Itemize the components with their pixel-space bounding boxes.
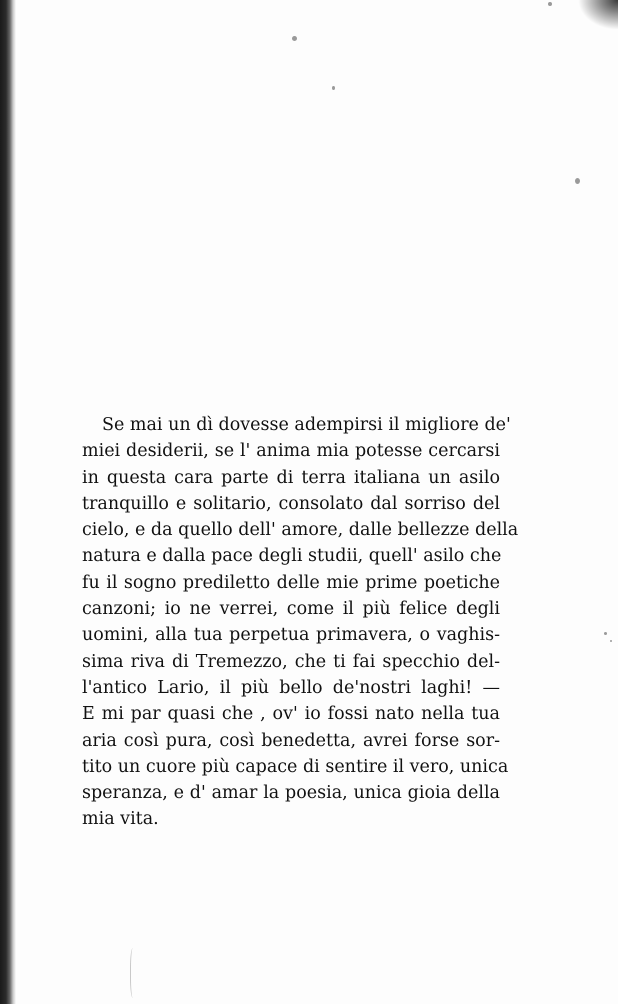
paragraph-line: tranquillo e solitario, consolato dal sorriso del	[82, 493, 500, 514]
paragraph-line: aria così pura, così benedetta, avrei forse sor-	[82, 730, 500, 751]
paragraph-line: Se mai un dì dovesse adempirsi il migliore de'	[102, 415, 511, 435]
paper-mark	[130, 948, 137, 998]
paragraph-line: mia vita.	[82, 809, 159, 830]
dedication-paragraph	[82, 412, 519, 833]
paper-speck	[292, 36, 297, 41]
paragraph-line: uomini, alla tua perpetua primavera, o vaghis-	[82, 625, 500, 646]
paper-speck	[610, 640, 612, 642]
paragraph-line: speranza, e d' amar la poesia, unica gioia della	[82, 783, 500, 804]
paragraph-line: E mi par quasi che , ov' io fossi nato nella tua	[82, 704, 500, 725]
paragraph-line: tito un cuore più capace di sentire il vero, unica	[82, 756, 509, 777]
paragraph-line: in questa cara parte di terra italiana un asilo	[82, 467, 500, 488]
paragraph-line: l'antico Lario, il più bello de'nostri laghi! —	[82, 677, 500, 698]
paragraph-line: fu il sogno prediletto delle mie prime poetiche	[82, 572, 500, 593]
paragraph-line: sima riva di Tremezzo, che ti fai specchio del-	[82, 651, 500, 672]
paper-speck	[604, 632, 607, 635]
paper-speck	[548, 2, 552, 6]
paper-speck	[332, 86, 335, 90]
paragraph-line: canzoni; io ne verrei, come il più felice degli	[82, 599, 500, 620]
paragraph-line: miei desiderii, se l' anima mia potesse cercarsi	[82, 441, 500, 462]
page-corner-shadow	[578, 0, 618, 30]
paragraph-line: cielo, e da quello dell' amore, dalle bellezze della	[82, 520, 519, 541]
paragraph-line: natura e dalla pace degli studii, quell' asilo che	[82, 546, 502, 567]
paper-speck	[575, 178, 580, 184]
page-binding-edge	[0, 0, 16, 1004]
